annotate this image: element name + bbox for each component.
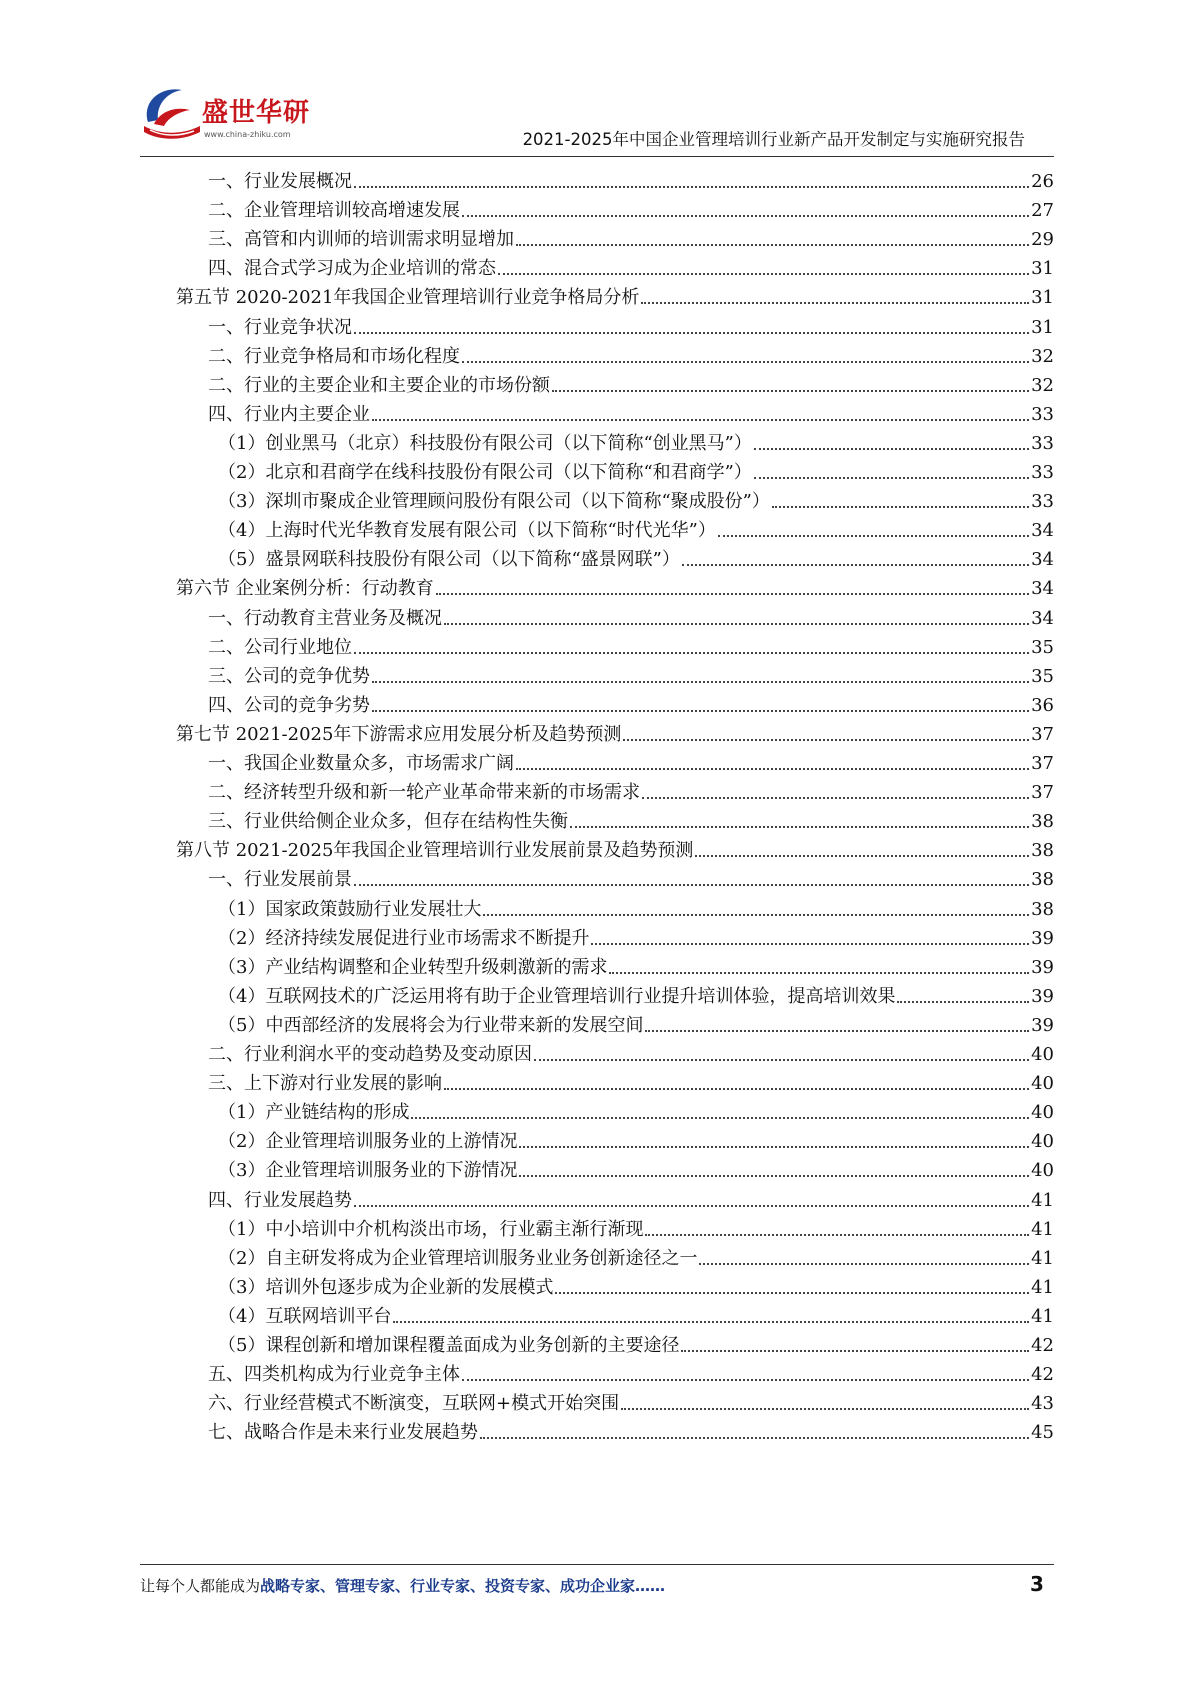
toc-leader-dots [436, 593, 1029, 595]
footer-slogan-experts: 战略专家、管理专家、行业专家、投资专家、成功企业家…… [260, 1577, 666, 1595]
toc-leader-dots [393, 1321, 1029, 1323]
toc-entry-title: 五、四类机构成为行业竞争主体 [208, 1364, 460, 1386]
toc-entry-page: 41 [1031, 1218, 1054, 1240]
toc-entry-page: 34 [1031, 520, 1054, 542]
report-title: 2021-2025年中国企业管理培训行业新产品开发制定与实施研究报告 [522, 130, 1025, 149]
toc-entry-page: 40 [1031, 1131, 1054, 1153]
toc-entry[interactable] [208, 1384, 1054, 1415]
toc-entry-page: 34 [1031, 607, 1054, 629]
toc-entry-title: 二、行业的主要企业和主要企业的市场份额 [208, 374, 550, 396]
toc-entry-page: 33 [1031, 432, 1054, 454]
toc-entry-page: 33 [1031, 403, 1054, 425]
toc-entry[interactable] [176, 715, 1054, 746]
toc-entry-page: 31 [1031, 316, 1054, 338]
toc-leader-dots [555, 1292, 1029, 1294]
toc-entry[interactable] [218, 1122, 1054, 1153]
toc-leader-dots [642, 797, 1029, 799]
toc-entry[interactable] [208, 395, 1054, 426]
toc-entry-title: （3）产业结构调整和企业转型升级刺激新的需求 [218, 956, 608, 978]
toc-entry[interactable] [218, 1210, 1054, 1241]
toc-entry-title: （4）互联网技术的广泛运用将有助于企业管理培训行业提升培训体验，提高培训效果 [218, 985, 896, 1007]
toc-entry-title: 三、公司的竞争优势 [208, 665, 370, 687]
toc-entry[interactable] [208, 802, 1054, 833]
toc-entry-page: 35 [1031, 665, 1054, 687]
toc-leader-dots [516, 244, 1029, 246]
toc-entry[interactable] [218, 948, 1054, 979]
toc-entry-page: 39 [1031, 927, 1054, 949]
toc-entry-title: （2）自主研发将成为企业管理培训服务业业务创新途径之一 [218, 1247, 698, 1269]
toc-entry[interactable] [208, 657, 1054, 688]
toc-entry-page: 42 [1031, 1335, 1054, 1356]
toc-leader-dots [897, 1001, 1029, 1003]
toc-leader-dots [372, 681, 1029, 683]
toc-entry-page: 31 [1031, 258, 1054, 280]
toc-entry[interactable] [218, 1326, 1054, 1357]
toc-leader-dots [623, 739, 1029, 741]
toc-leader-dots [754, 448, 1029, 450]
toc-leader-dots [516, 768, 1029, 770]
toc-leader-dots [621, 1408, 1029, 1410]
toc-entry-page: 31 [1031, 287, 1054, 309]
toc-entry-title: 七、战略合作是未来行业发展趋势 [208, 1422, 478, 1444]
toc-leader-dots [444, 1088, 1029, 1090]
toc-leader-dots [591, 943, 1029, 945]
toc-entry[interactable] [218, 919, 1054, 950]
toc-entry-title: 三、行业供给侧企业众多，但存在结构性失衡 [208, 811, 568, 833]
toc-leader-dots [354, 652, 1029, 654]
toc-entry-page: 37 [1031, 782, 1054, 804]
toc-entry-title: 六、行业经营模式不断演变，互联网+模式开始突围 [208, 1393, 620, 1415]
toc-leader-dots [354, 332, 1029, 334]
toc-entry-title: （1）产业链结构的形成 [218, 1102, 410, 1124]
toc-entry[interactable] [208, 773, 1054, 804]
toc-entry[interactable] [218, 1093, 1054, 1124]
toc-entry-title: （1）国家政策鼓励行业发展壮大 [218, 898, 482, 920]
toc-entry-title: 二、公司行业地位 [208, 636, 352, 658]
toc-leader-dots [480, 1437, 1029, 1439]
toc-entry-page: 40 [1031, 1102, 1054, 1124]
toc-entry-page: 41 [1031, 1276, 1054, 1298]
toc-entry-title: （1）创业黑马（北京）科技股份有限公司（以下简称“创业黑马”） [218, 432, 752, 454]
toc-leader-dots [411, 1117, 1029, 1119]
toc-entry[interactable] [208, 599, 1054, 630]
toc-entry[interactable] [218, 890, 1054, 921]
toc-leader-dots [552, 390, 1029, 392]
toc-entry[interactable] [218, 1151, 1054, 1182]
toc-entry-page: 29 [1031, 229, 1054, 251]
toc-entry-title: （5）盛景网联科技股份有限公司（以下简称“盛景网联”） [218, 549, 680, 571]
toc-entry-title: 二、行业竞争格局和市场化程度 [208, 345, 460, 367]
toc-leader-dots [498, 273, 1029, 275]
toc-entry-page: 37 [1031, 753, 1054, 774]
toc-entry-page: 35 [1031, 636, 1054, 658]
toc-leader-dots [462, 1379, 1029, 1381]
toc-entry[interactable] [208, 249, 1054, 280]
toc-entry-page: 38 [1031, 898, 1054, 920]
toc-entry-title: 四、行业发展趋势 [208, 1189, 352, 1211]
toc-entry-title: 一、行业发展前景 [208, 869, 352, 891]
toc-entry-title: （2）北京和君商学在线科技股份有限公司（以下简称“和君商学”） [218, 462, 752, 483]
logo-url: www.china-zhiku.com [204, 130, 291, 139]
toc-leader-dots [754, 477, 1029, 479]
toc-entry-page: 41 [1031, 1189, 1054, 1211]
toc-leader-dots [462, 215, 1029, 217]
toc-leader-dots [681, 1350, 1029, 1352]
toc-entry-title: （4）互联网培训平台 [218, 1305, 392, 1327]
toc-leader-dots [699, 1263, 1029, 1265]
toc-entry-title: 二、企业管理培训较高增速发展 [208, 200, 460, 222]
toc-entry[interactable] [208, 686, 1054, 717]
toc-entry[interactable] [208, 1413, 1054, 1444]
toc-entry[interactable] [176, 831, 1054, 862]
toc-leader-dots [641, 302, 1029, 304]
toc-entry-page: 39 [1031, 1014, 1054, 1036]
toc-entry-page: 38 [1031, 869, 1054, 891]
toc-entry[interactable] [208, 1355, 1054, 1386]
toc-entry-page: 32 [1031, 374, 1054, 396]
toc-entry[interactable] [208, 1035, 1054, 1066]
toc-leader-dots [462, 361, 1029, 363]
toc-entry-title: 一、行业发展概况 [208, 171, 352, 192]
toc-entry-page: 42 [1031, 1364, 1054, 1386]
toc-entry-title: 一、我国企业数量众多，市场需求广阔 [208, 753, 514, 774]
toc-entry[interactable] [208, 220, 1054, 251]
toc-entry-title: 四、行业内主要企业 [208, 403, 370, 425]
toc-entry-title: （1）中小培训中介机构淡出市场，行业霸主渐行渐现 [218, 1218, 644, 1240]
toc-entry-title: （5）中西部经济的发展将会为行业带来新的发展空间 [218, 1014, 644, 1036]
footer-slogan [140, 1575, 665, 1596]
toc-entry-page: 40 [1031, 1044, 1054, 1065]
toc-entry[interactable] [218, 540, 1054, 571]
toc-entry-page: 40 [1031, 1073, 1054, 1095]
toc-entry-title: 第七节 2021-2025年下游需求应用发展分析及趋势预测 [176, 723, 622, 745]
toc-entry-title: 二、行业利润水平的变动趋势及变动原因 [208, 1044, 532, 1065]
toc-entry-title: （2）企业管理培训服务业的上游情况 [218, 1131, 518, 1153]
toc-entry[interactable] [208, 191, 1054, 222]
toc-entry-title: 四、公司的竞争劣势 [208, 694, 370, 716]
toc-leader-dots [354, 1205, 1029, 1207]
toc-entry-page: 37 [1031, 723, 1054, 745]
toc-leader-dots [682, 564, 1029, 566]
toc-leader-dots [645, 1234, 1029, 1236]
toc-leader-dots [645, 1030, 1029, 1032]
company-logo [140, 82, 320, 152]
toc-entry[interactable] [218, 511, 1054, 542]
toc-entry-title: 二、经济转型升级和新一轮产业革命带来新的市场需求 [208, 782, 640, 804]
toc-entry-title: （3）企业管理培训服务业的下游情况 [218, 1160, 518, 1182]
toc-leader-dots [570, 826, 1029, 828]
toc-entry-title: 一、行业竞争状况 [208, 316, 352, 338]
toc-leader-dots [519, 1146, 1029, 1148]
toc-leader-dots [519, 1175, 1029, 1177]
toc-entry-title: （3）深圳市聚成企业管理顾问股份有限公司（以下简称“聚成股份”） [218, 491, 770, 513]
toc-entry[interactable] [218, 1268, 1054, 1299]
toc-entry-page: 43 [1031, 1393, 1054, 1415]
toc-leader-dots [772, 506, 1029, 508]
page-header [0, 0, 1191, 160]
toc-leader-dots [372, 710, 1029, 712]
toc-entry[interactable] [218, 1297, 1054, 1328]
toc-entry[interactable] [208, 337, 1054, 368]
logo-text: 盛世华研 [202, 98, 311, 128]
toc-entry-page: 33 [1031, 462, 1054, 483]
toc-entry[interactable] [208, 744, 1054, 775]
toc-entry[interactable] [176, 569, 1054, 600]
toc-leader-dots [609, 972, 1029, 974]
toc-entry[interactable] [218, 453, 1054, 484]
toc-entry[interactable] [218, 482, 1054, 513]
toc-leader-dots [695, 855, 1029, 857]
footer-divider [140, 1564, 1054, 1565]
toc-entry-page: 39 [1031, 985, 1054, 1007]
toc-entry-page: 40 [1031, 1160, 1054, 1182]
toc-entry[interactable] [218, 977, 1054, 1008]
header-divider [140, 156, 1054, 157]
toc-entry[interactable] [176, 278, 1054, 309]
toc-entry[interactable] [218, 424, 1054, 455]
toc-entry-title: （3）培训外包逐步成为企业新的发展模式 [218, 1276, 554, 1298]
toc-entry-page: 26 [1031, 171, 1054, 192]
toc-entry-page: 38 [1031, 840, 1054, 862]
toc-entry-title: 三、上下游对行业发展的影响 [208, 1073, 442, 1095]
toc-entry-page: 34 [1031, 549, 1054, 571]
logo-emblem-icon [140, 82, 206, 142]
toc-entry-page: 36 [1031, 694, 1054, 716]
toc-entry-title: 第六节 企业案例分析：行动教育 [176, 578, 434, 600]
toc-entry-page: 34 [1031, 578, 1054, 600]
toc-entry-page: 45 [1031, 1422, 1054, 1444]
toc-entry-title: 第五节 2020-2021年我国企业管理培训行业竞争格局分析 [176, 287, 640, 309]
toc-entry-title: （2）经济持续发展促进行业市场需求不断提升 [218, 927, 590, 949]
toc-entry-page: 39 [1031, 956, 1054, 978]
toc-leader-dots [534, 1059, 1029, 1061]
toc-entry[interactable] [218, 1239, 1054, 1270]
toc-entry[interactable] [208, 162, 1054, 193]
toc-entry-page: 32 [1031, 345, 1054, 367]
toc-entry-title: （4）上海时代光华教育发展有限公司（以下简称“时代光华”） [218, 520, 716, 542]
toc-entry[interactable] [208, 308, 1054, 339]
toc-entry-page: 41 [1031, 1247, 1054, 1269]
footer-slogan-lead: 让每个人都能成为 [140, 1577, 261, 1595]
toc-leader-dots [372, 419, 1029, 421]
toc-entry-title: 一、行动教育主营业务及概况 [208, 607, 442, 629]
toc-leader-dots [483, 914, 1029, 916]
toc-entry[interactable] [208, 1064, 1054, 1095]
toc-entry[interactable] [218, 1006, 1054, 1037]
toc-leader-dots [354, 186, 1029, 188]
toc-entry[interactable] [208, 628, 1054, 659]
toc-entry-title: 第八节 2021-2025年我国企业管理培训行业发展前景及趋势预测 [176, 840, 694, 862]
toc-entry-page: 38 [1031, 811, 1054, 833]
toc-entry-page: 27 [1031, 200, 1054, 222]
toc-entry[interactable] [208, 1181, 1054, 1212]
toc-entry[interactable] [208, 366, 1054, 397]
toc-entry-page: 41 [1031, 1305, 1054, 1327]
toc-entry-page: 33 [1031, 491, 1054, 513]
toc-entry-title: 四、混合式学习成为企业培训的常态 [208, 258, 496, 280]
toc-leader-dots [444, 623, 1029, 625]
toc-leader-dots [718, 535, 1029, 537]
toc-entry[interactable] [208, 860, 1054, 891]
toc-entry-title: 三、高管和内训师的培训需求明显增加 [208, 229, 514, 251]
page-number: 3 [1030, 1572, 1044, 1596]
toc-entry-title: （5）课程创新和增加课程覆盖面成为业务创新的主要途径 [218, 1335, 680, 1356]
toc-leader-dots [354, 884, 1029, 886]
